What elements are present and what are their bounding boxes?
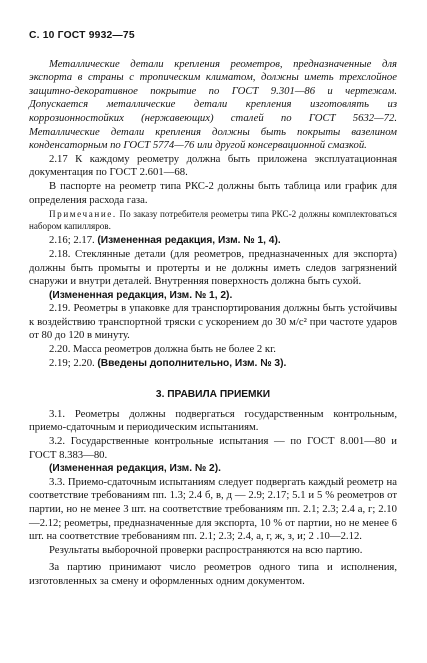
amendment-2-18: (Измененная редакция, Изм. № 1, 2). [49, 289, 233, 301]
paragraph-2-19: 2.19. Реометры в упаковке для транспортирования должны быть устойчивы к воздействию транспортной тряски с ускорением до 30 м/с² при частоте ударов от 80 до 120 в минуту. [29, 302, 397, 342]
paragraph-2-18: 2.18. Стеклянные детали (для реометров, предназначенных для экспорта) должны быть промыты и протерты и не должны иметь следов загрязнений снаружи и внутри деталей. Внутренняя поверхность должна быть сухой. [29, 247, 397, 288]
amendment-2-16 [29, 234, 397, 248]
paragraph-results: Результаты выборочной проверки распространяются на всю партию. [49, 543, 363, 556]
paragraph-3-2: 3.2. Государственные контрольные испытания — по ГОСТ 8.001—80 и ГОСТ 8.383—80. [29, 435, 397, 461]
page-header: С. 10 ГОСТ 9932—75 [29, 30, 135, 41]
section-3-title: 3. ПРАВИЛА ПРИЕМКИ [155, 389, 271, 401]
amendment-2-19-text: (Введены дополнительно, Изм. № 3). [97, 357, 287, 369]
paragraph-metal-details: Металлические детали крепления реометров, предназначенные для экспорта в страны с тропическим климатом, должны иметь трехслойное защитно-декоративное покрытие по ГОСТ 9.301—86 и чертежам. Допускается металлические детали крепления изготовлять из коррозионностойких (нержавеющих) сталей по ГОСТ 5632—72. Металлические детали крепления должны быть покрыты вазелином конденсаторным по ГОСТ 5774—76 или другой консервационной смазкой. [29, 57, 397, 152]
paragraph-3-1: 3.1. Реометры должны подвергаться государственным контрольным, приемо-сдаточным и периодическим испытаниям. [29, 407, 397, 434]
note-text: По заказу потребителя реометры типа РКС-2 должны комплектоваться набором капилляров. [29, 209, 397, 231]
paragraph-batch: За партию принимают число реометров одного типа и исполнения, изготовленных за смену и оформленных одним документом. [29, 561, 397, 587]
amendment-2-19-prefix: 2.19; 2.20. [49, 356, 95, 369]
note [29, 209, 397, 232]
amendment-3-2: (Измененная редакция, Изм. № 2). [49, 463, 221, 475]
paragraph-3-3: 3.3. Приемо-сдаточным испытаниям следует подвергать каждый реометр на соответствие требованиям пп. 1.3; 2.4 б, в, д — 2.9; 2.17; 5.1 и 5 % реометров от партии, но не менее 3 шт. на соответствие требованиям пп. 2.1; 2.3; 2.4 а, г; 2.10—2.12; реометры, предназначенные для экспорта, 10 % от партии, но не менее 6 шт. на соответствие требованиям пп. 2.1; 2.3; 2.4, а, г, ж, з, и; 2 .10—2.12. [29, 475, 397, 543]
paragraph-2-17: 2.17 К каждому реометру должна быть приложена эксплуатационная документация по ГОСТ 2.601—68. [29, 152, 397, 179]
note-label: Примечание. [49, 209, 117, 220]
amendment-2-19 [29, 357, 397, 371]
paragraph-2-20: 2.20. Масса реометров должна быть не более 2 кг. [49, 343, 276, 356]
amendment-2-16-text: (Измененная редакция, Изм. № 1, 4). [97, 235, 281, 247]
amendment-2-16-prefix: 2.16; 2.17. [49, 234, 95, 247]
paragraph-passport: В паспорте на реометр типа РКС-2 должны быть таблица или график для определения расхода газа. [29, 179, 397, 206]
